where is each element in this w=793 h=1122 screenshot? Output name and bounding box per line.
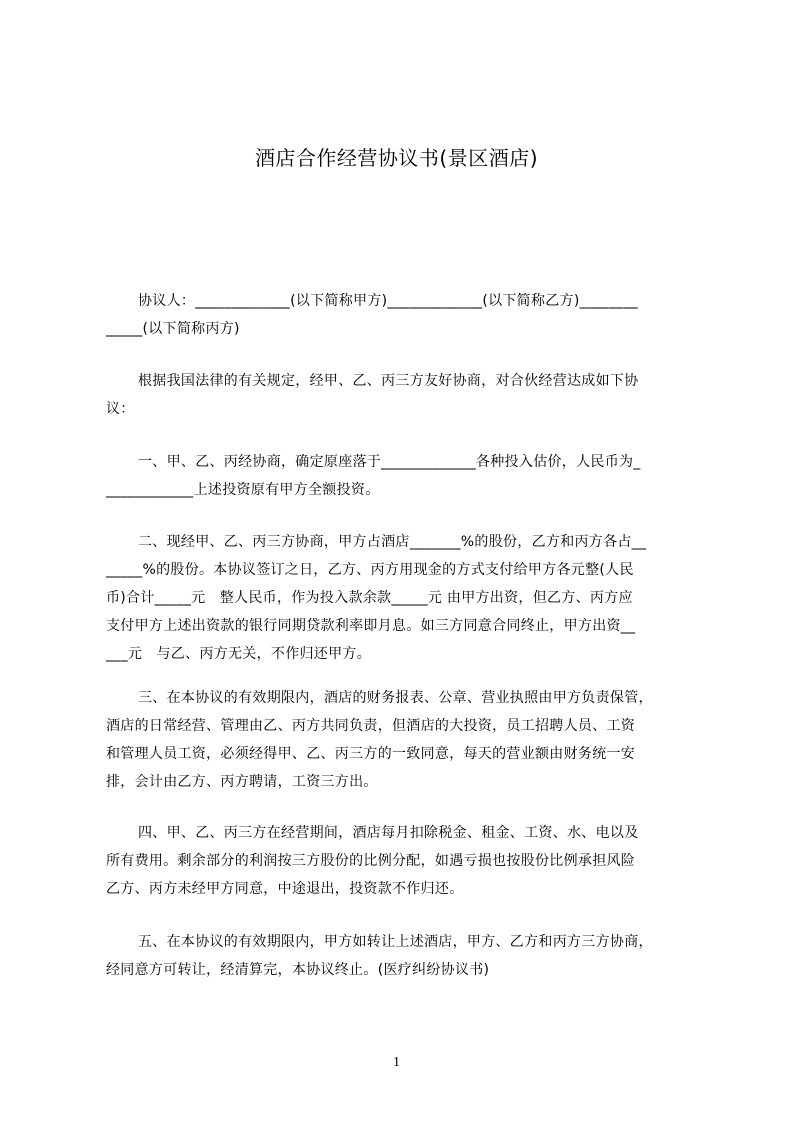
paragraph-line: _____(以下简称丙方): [106, 321, 240, 337]
paragraph-clause-2: [106, 528, 706, 668]
paragraph-line: 所有费用。剩余部分的利润按三方股份的比例分配，如遇亏损也按股份比例承担风险: [106, 853, 636, 869]
paragraph-clause-4: [106, 819, 706, 903]
paragraph-line: 三、在本协议的有效期限内，酒店的财务报表、公章、营业执照由甲方负责保管，: [138, 690, 653, 706]
paragraph-parties: [106, 287, 706, 343]
paragraph-line: 乙方、丙方未经甲方同意，中途退出，投资款不作归还。: [106, 881, 464, 897]
paragraph-line: 经同意方可转让，经清算完，本协议终止。(医疗纠纷协议书): [106, 962, 490, 978]
paragraph-preamble: [106, 367, 706, 423]
paragraph-line: _____%的股份。本协议签订之日，乙方、丙方用现金的方式支付给甲方各元整(人民: [106, 562, 634, 578]
paragraph-line: 二、现经甲、乙、丙三方协商，甲方占酒店_______%的股份，乙方和丙方各占__: [138, 534, 647, 550]
paragraph-line: 酒店的日常经营、管理由乙、丙方共同负责，但酒店的大投资，员工招聘人员、工资: [106, 718, 636, 734]
paragraph-line: 币)合计_____元 整人民币，作为投入款余款_____元 由甲方出资，但乙方、丙方应: [106, 590, 633, 606]
paragraph-line: 议：: [106, 401, 135, 417]
paragraph-clause-1: [106, 448, 706, 504]
document-title: 酒店合作经营协议书(景区酒店): [254, 146, 539, 170]
paragraph-line: 根据我国法律的有关规定，经甲、乙、丙三方友好协商，对合伙经营达成如下协: [138, 373, 639, 389]
paragraph-line: 协议人：_____________(以下简称甲方)_____________(以下简称乙方)________: [138, 293, 639, 309]
paragraph-line: 排，会计由乙方、丙方聘请，工资三方出。: [106, 774, 378, 790]
paragraph-line: ____________上述投资原有甲方全额投资。: [106, 482, 380, 498]
paragraph-line: 和管理人员工资，必须经得甲、乙、丙三方的一致同意，每天的营业额由财务统一安: [106, 746, 636, 762]
paragraph-clause-3: [106, 684, 706, 796]
paragraph-clause-5: [106, 928, 706, 984]
paragraph-line: ___元 与乙、丙方无关，不作归还甲方。: [106, 646, 371, 662]
paragraph-line: 一、甲、乙、丙经协商，确定原座落于_____________各种投入估价，人民币为_: [138, 454, 641, 470]
paragraph-line: 支付甲方上述出资款的银行同期贷款利率即月息。如三方同意合同终止，甲方出资__: [106, 618, 636, 634]
paragraph-line: 五、在本协议的有效期限内，甲方如转让上述酒店，甲方、乙方和丙方三方协商，: [138, 934, 653, 950]
paragraph-line: 四、甲、乙、丙三方在经营期间，酒店每月扣除税金、租金、工资、水、电以及: [138, 825, 639, 841]
page-number: 1: [393, 1055, 400, 1070]
